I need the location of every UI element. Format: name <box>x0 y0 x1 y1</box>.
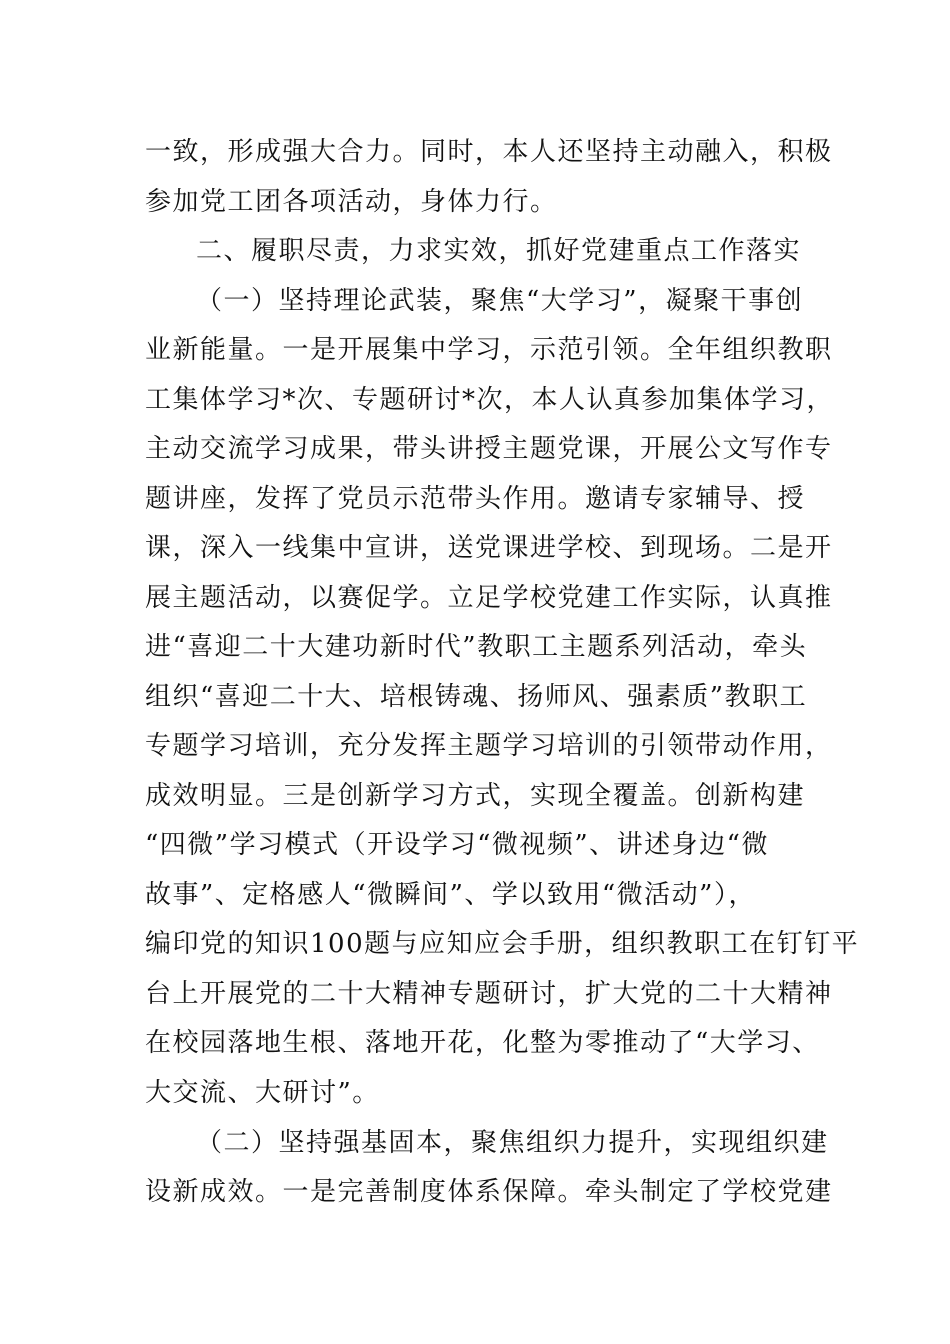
text-line: 在校园落地生根、落地开花，化整为零推动了“大学习、 <box>145 1028 820 1058</box>
text-line: 主动交流学习成果，带头讲授主题党课，开展公文写作专 <box>145 434 833 464</box>
text-line: 业新能量。一是开展集中学习，示范引领。全年组织教职 <box>145 335 833 365</box>
text-line: 专题学习培训，充分发挥主题学习培训的引领带动作用， <box>145 731 833 761</box>
text-line: 组织“喜迎二十大、培根铸魂、扬师风、强素质”教职工 <box>145 682 808 712</box>
text-line: 工集体学习*次、专题研讨*次，本人认真参加集体学习， <box>145 385 835 415</box>
text-line: 设新成效。一是完善制度体系保障。牵头制定了学校党建 <box>145 1177 833 1207</box>
text-line: 课，深入一线集中宣讲，送党课进学校、到现场。二是开 <box>145 533 833 563</box>
text-line: 台上开展党的二十大精神专题研讨，扩大党的二十大精神 <box>145 979 833 1009</box>
subsection-heading: （二）坚持强基固本，聚焦组织力提升，实现组织建 <box>196 1128 829 1158</box>
text-line: 题讲座，发挥了党员示范带头作用。邀请专家辅导、授 <box>145 484 806 514</box>
text-line: 成效明显。三是创新学习方式，实现全覆盖。创新构建 <box>145 781 806 811</box>
text-line: “四微”学习模式（开设学习“微视频”、讲述身边“微 <box>145 830 769 860</box>
section-heading: 二、履职尽责，力求实效，抓好党建重点工作落实 <box>196 236 802 266</box>
text-line: 一致，形成强大合力。同时，本人还坚持主动融入，积极 <box>145 137 833 167</box>
text-line: 大交流、大研讨”。 <box>145 1078 380 1108</box>
text-line: 参加党工团各项活动，身体力行。 <box>145 187 558 217</box>
subsection-heading: （一）坚持理论武装，聚焦“大学习”，凝聚干事创 <box>196 286 804 316</box>
text-line: 展主题活动，以赛促学。立足学校党建工作实际，认真推 <box>145 583 833 613</box>
text-line: 进“喜迎二十大建功新时代”教职工主题系列活动，牵头 <box>145 632 808 662</box>
text-line: 故事”、定格感人“微瞬间”、学以致用“微活动”）， <box>145 880 756 910</box>
text-line: 编印党的知识100题与应知应会手册，组织教职工在钉钉平 <box>145 929 860 959</box>
